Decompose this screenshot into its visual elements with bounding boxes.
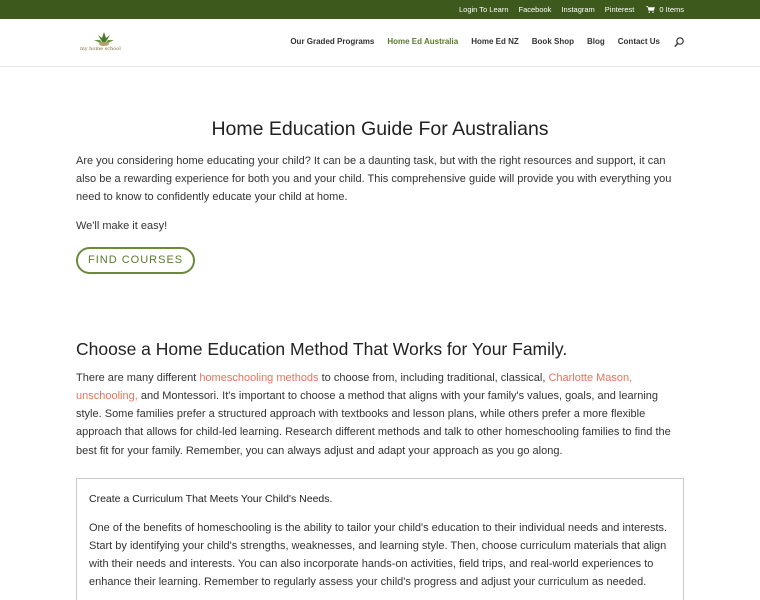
- methods-text-3: and Montessori. It's important to choose a method that aligns with your family's values, goals, and learning style. Some families prefer a structured approach with textbooks and lesson plans, while others prefer a more flexible approach that allows for child-led learning. Research different methods and talk to other homeschooling families to find the best fit for your family. Remember, you can always adjust and adapt your approach as you go along.: [76, 390, 671, 457]
- curriculum-box: [76, 478, 684, 600]
- nav-item-home-ed-australia[interactable]: Home Ed Australia: [387, 37, 459, 46]
- section-title: Choose a Home Education Method That Works for Your Family.: [76, 338, 568, 359]
- site-logo[interactable]: [80, 31, 128, 55]
- top-bar: [0, 0, 760, 19]
- nav-item-contact-us[interactable]: Contact Us: [617, 37, 660, 46]
- login-link[interactable]: Login To Learn: [459, 5, 509, 14]
- easy-text: We'll make it easy!: [76, 219, 168, 232]
- find-courses-button[interactable]: FIND COURSES: [76, 247, 195, 274]
- search-icon[interactable]: [674, 37, 684, 48]
- pinterest-link[interactable]: Pinterest: [604, 5, 635, 14]
- nav-item-blog[interactable]: Blog: [586, 37, 605, 46]
- main-content: [76, 67, 684, 600]
- nav-item-book-shop[interactable]: Book Shop: [531, 37, 574, 46]
- logo-text: my home school: [80, 46, 121, 52]
- page-title: Home Education Guide For Australians: [211, 118, 549, 140]
- nav-item-graded-programs[interactable]: Our Graded Programs: [290, 37, 375, 46]
- charlotte-mason-link[interactable]: Charlotte Mason, unschooling,: [76, 371, 633, 403]
- instagram-link[interactable]: Instagram: [561, 5, 595, 14]
- main-nav: [290, 37, 660, 46]
- homeschooling-methods-link[interactable]: homeschooling methods: [199, 371, 319, 384]
- facebook-link[interactable]: Facebook: [518, 5, 552, 14]
- intro-paragraph: Are you considering home educating your child? It can be a daunting task, but with the right resources and support, it can also be a rewarding experience for both you and your child. This comprehensive guide will provide you with everything you need to know to confidently educate your child at home.: [76, 155, 672, 204]
- methods-text-2: to choose from, including traditional, classical,: [318, 371, 549, 384]
- nav-item-home-ed-nz[interactable]: Home Ed NZ: [471, 37, 519, 46]
- cart-count: 0 Items: [659, 5, 684, 14]
- methods-paragraph: [76, 369, 684, 460]
- box-title: Create a Curriculum That Meets Your Child's Needs.: [89, 492, 333, 505]
- cart-link[interactable]: [646, 5, 684, 14]
- box-body: One of the benefits of homeschooling is the ability to tailor your child's education to their individual needs and interests. Start by identifying your child's strengths, weaknesses, and learning style. Then, choose curriculum materials that align with their needs and interests. You can also incorporate hands-on activities, field trips, and real-world experiences to enhance their learning. Remember to regularly assess your child's progress and adjust your curriculum as needed.: [89, 521, 668, 589]
- methods-text-1: There are many different: [76, 371, 200, 384]
- cart-icon: [646, 6, 655, 13]
- site-header: [0, 19, 760, 67]
- logo-icon: [80, 31, 128, 47]
